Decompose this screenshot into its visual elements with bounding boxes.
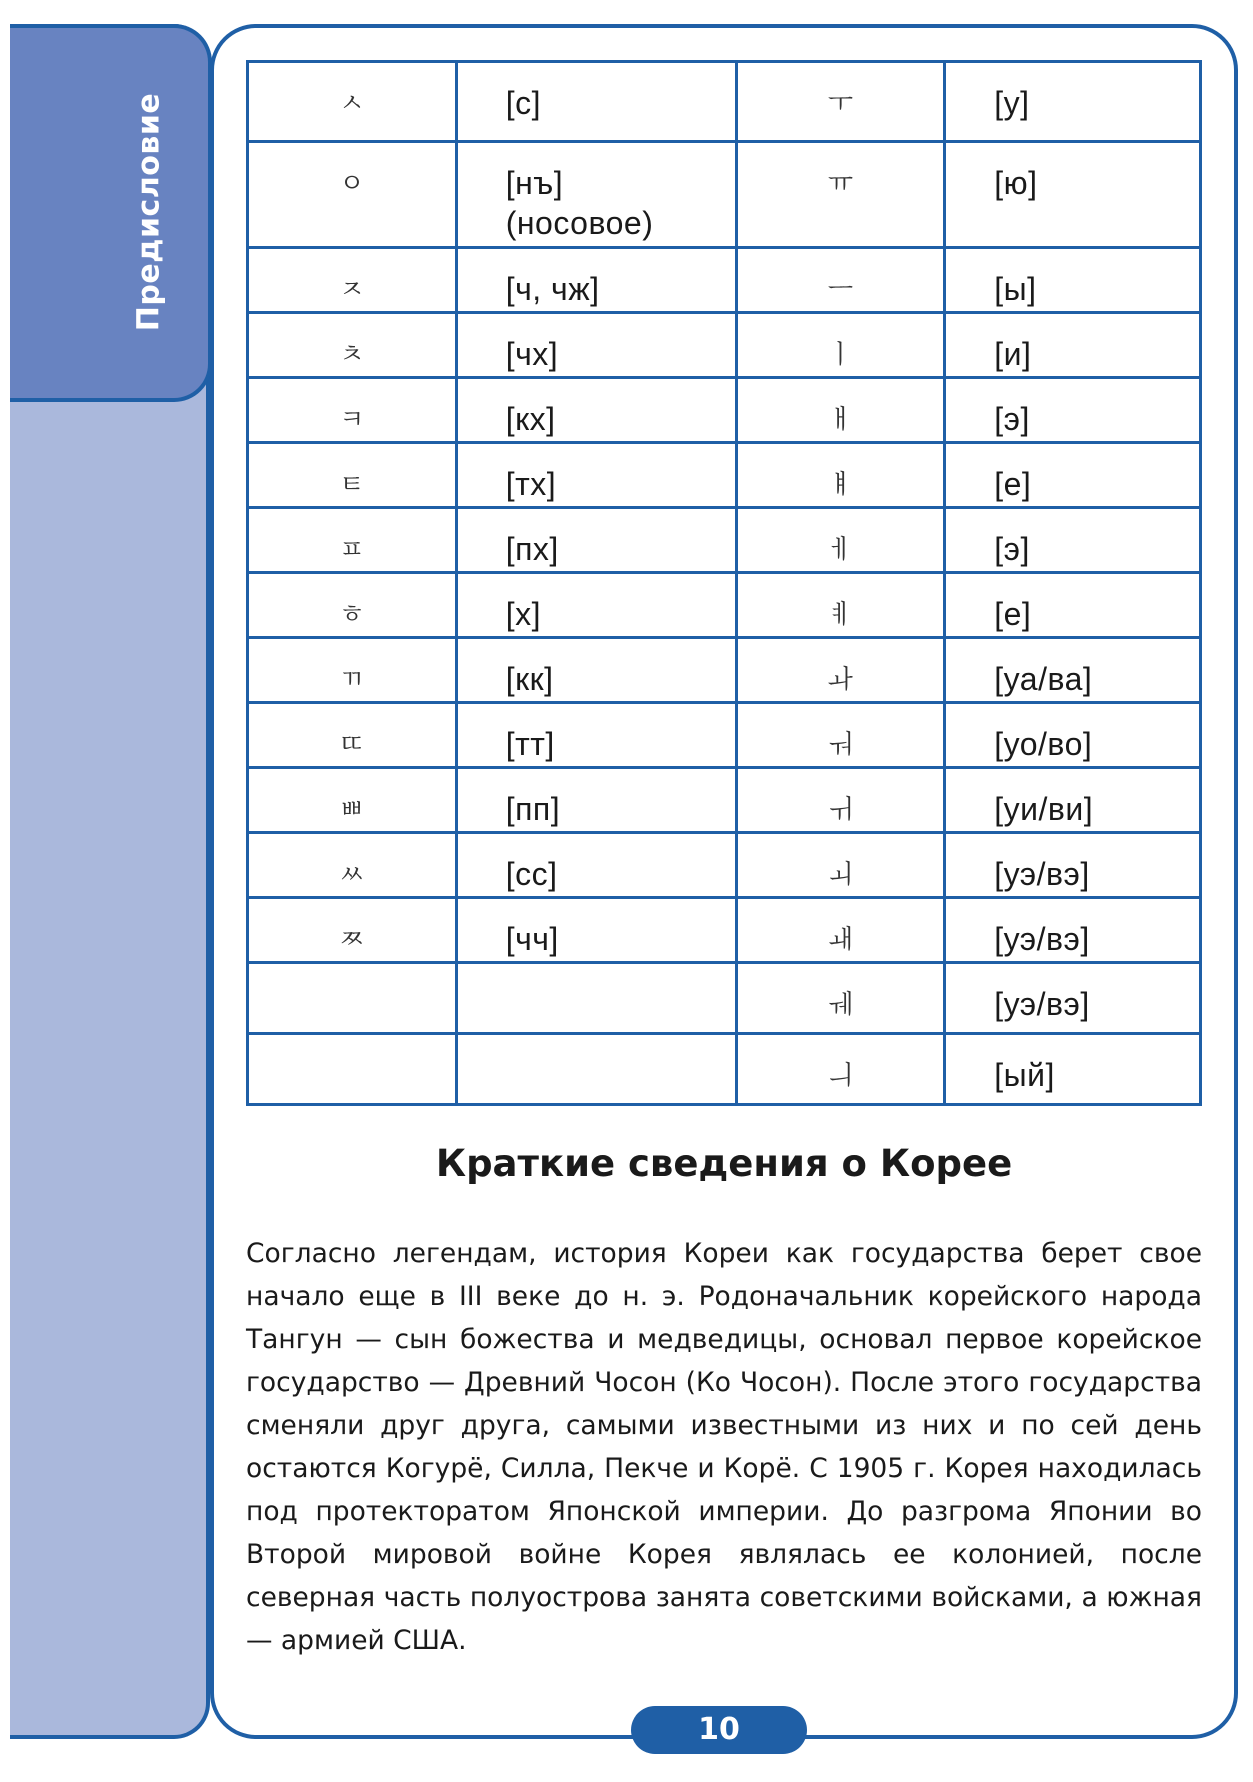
korean-letter [248, 963, 457, 1034]
table-row [248, 62, 1201, 142]
transcription: [у] [945, 62, 1201, 142]
table-row [248, 443, 1201, 508]
table-row [248, 768, 1201, 833]
table-row [248, 573, 1201, 638]
korean-letter: ㅝ [736, 703, 945, 768]
chapter-tab-label: Предисловие [131, 92, 167, 332]
korean-letter: ㅟ [736, 768, 945, 833]
transcription: [кк] [456, 638, 736, 703]
korean-letter: ㅠ [736, 142, 945, 248]
transcription: [чч] [456, 898, 736, 963]
transcription: [е] [945, 573, 1201, 638]
korean-letter: ㅚ [736, 833, 945, 898]
table-row [248, 378, 1201, 443]
korean-letter: ㅍ [248, 508, 457, 573]
transcription: [пх] [456, 508, 736, 573]
transcription: [с] [456, 62, 736, 142]
korean-letter: ㅞ [736, 963, 945, 1034]
transcription: [пп] [456, 768, 736, 833]
korean-letter: ㅎ [248, 573, 457, 638]
korean-letter: ㅜ [736, 62, 945, 142]
korean-letter: ㅐ [736, 378, 945, 443]
korean-letter: ㅒ [736, 443, 945, 508]
chapter-tab [10, 24, 212, 402]
transcription: [тх] [456, 443, 736, 508]
korean-letter: ㅣ [736, 313, 945, 378]
transcription: [уэ/вэ] [945, 833, 1201, 898]
transcription: [ю] [945, 142, 1201, 248]
table-row [248, 508, 1201, 573]
transcription: [х] [456, 573, 736, 638]
korean-letter: ㅌ [248, 443, 457, 508]
table-row [248, 248, 1201, 313]
korean-letter: ㅋ [248, 378, 457, 443]
transcription [456, 1034, 736, 1105]
korean-letter: ㅢ [736, 1034, 945, 1105]
transcription: [э] [945, 508, 1201, 573]
korean-letter: ㅃ [248, 768, 457, 833]
transcription: [э] [945, 378, 1201, 443]
transcription: [кх] [456, 378, 736, 443]
table-row [248, 963, 1201, 1034]
korean-letter: ㅆ [248, 833, 457, 898]
korean-letter: ㅘ [736, 638, 945, 703]
korean-letter: ㅖ [736, 573, 945, 638]
korean-letter: ㅡ [736, 248, 945, 313]
transcription: [уи/ви] [945, 768, 1201, 833]
table-row [248, 142, 1201, 248]
transcription [456, 963, 736, 1034]
korean-letter [248, 1034, 457, 1105]
table-row [248, 703, 1201, 768]
korean-letter: ㅅ [248, 62, 457, 142]
transcription: [сс] [456, 833, 736, 898]
transcription: [уа/ва] [945, 638, 1201, 703]
transcription-cell [456, 142, 736, 248]
korean-letter: ㅉ [248, 898, 457, 963]
transcription: [ый] [945, 1034, 1201, 1105]
transcription: [тт] [456, 703, 736, 768]
table-row [248, 833, 1201, 898]
korean-letter: ㄲ [248, 638, 457, 703]
table-row [248, 898, 1201, 963]
transcription: [ы] [945, 248, 1201, 313]
transcription: [нъ] [505, 165, 564, 201]
transcription: [уэ/вэ] [945, 898, 1201, 963]
table-row [248, 638, 1201, 703]
korean-letter: ㅈ [248, 248, 457, 313]
page-number: 10 [631, 1706, 807, 1754]
transcription: [уэ/вэ] [945, 963, 1201, 1034]
transcription: [ч, чж] [456, 248, 736, 313]
table-row [248, 313, 1201, 378]
transcription-note: (носовое) [505, 205, 654, 241]
transcription: [уо/во] [945, 703, 1201, 768]
korean-letter: ㅙ [736, 898, 945, 963]
korean-letter: ㅇ [248, 142, 457, 248]
korean-letter: ㅔ [736, 508, 945, 573]
section-paragraph: Согласно легендам, история Кореи как государства берет свое начало еще в III веке до н. э. Родоначальник корейского народа Тангун — сын божества и медведицы, основал первое корейское государство — Древний Чосон (Ко Чосон). После этого государства сменяли друг друга, самыми известными из них и по сей день остаются Когурё, Силла, Пекче и Корё. С 1905 г. Корея находилась под протекторатом Японской империи. До разгрома Японии во Второй мировой войне Корея являлась ее колонией, после северная часть полуострова занята советскими войсками, а южная — армией США. [246, 1238, 1202, 1656]
korean-letter: ㅊ [248, 313, 457, 378]
jamo-table [246, 60, 1202, 1106]
transcription: [и] [945, 313, 1201, 378]
transcription: [чх] [456, 313, 736, 378]
transcription: [е] [945, 443, 1201, 508]
section-heading: Краткие сведения о Корее [435, 1142, 1013, 1185]
korean-letter: ㄸ [248, 703, 457, 768]
table-row [248, 1034, 1201, 1105]
